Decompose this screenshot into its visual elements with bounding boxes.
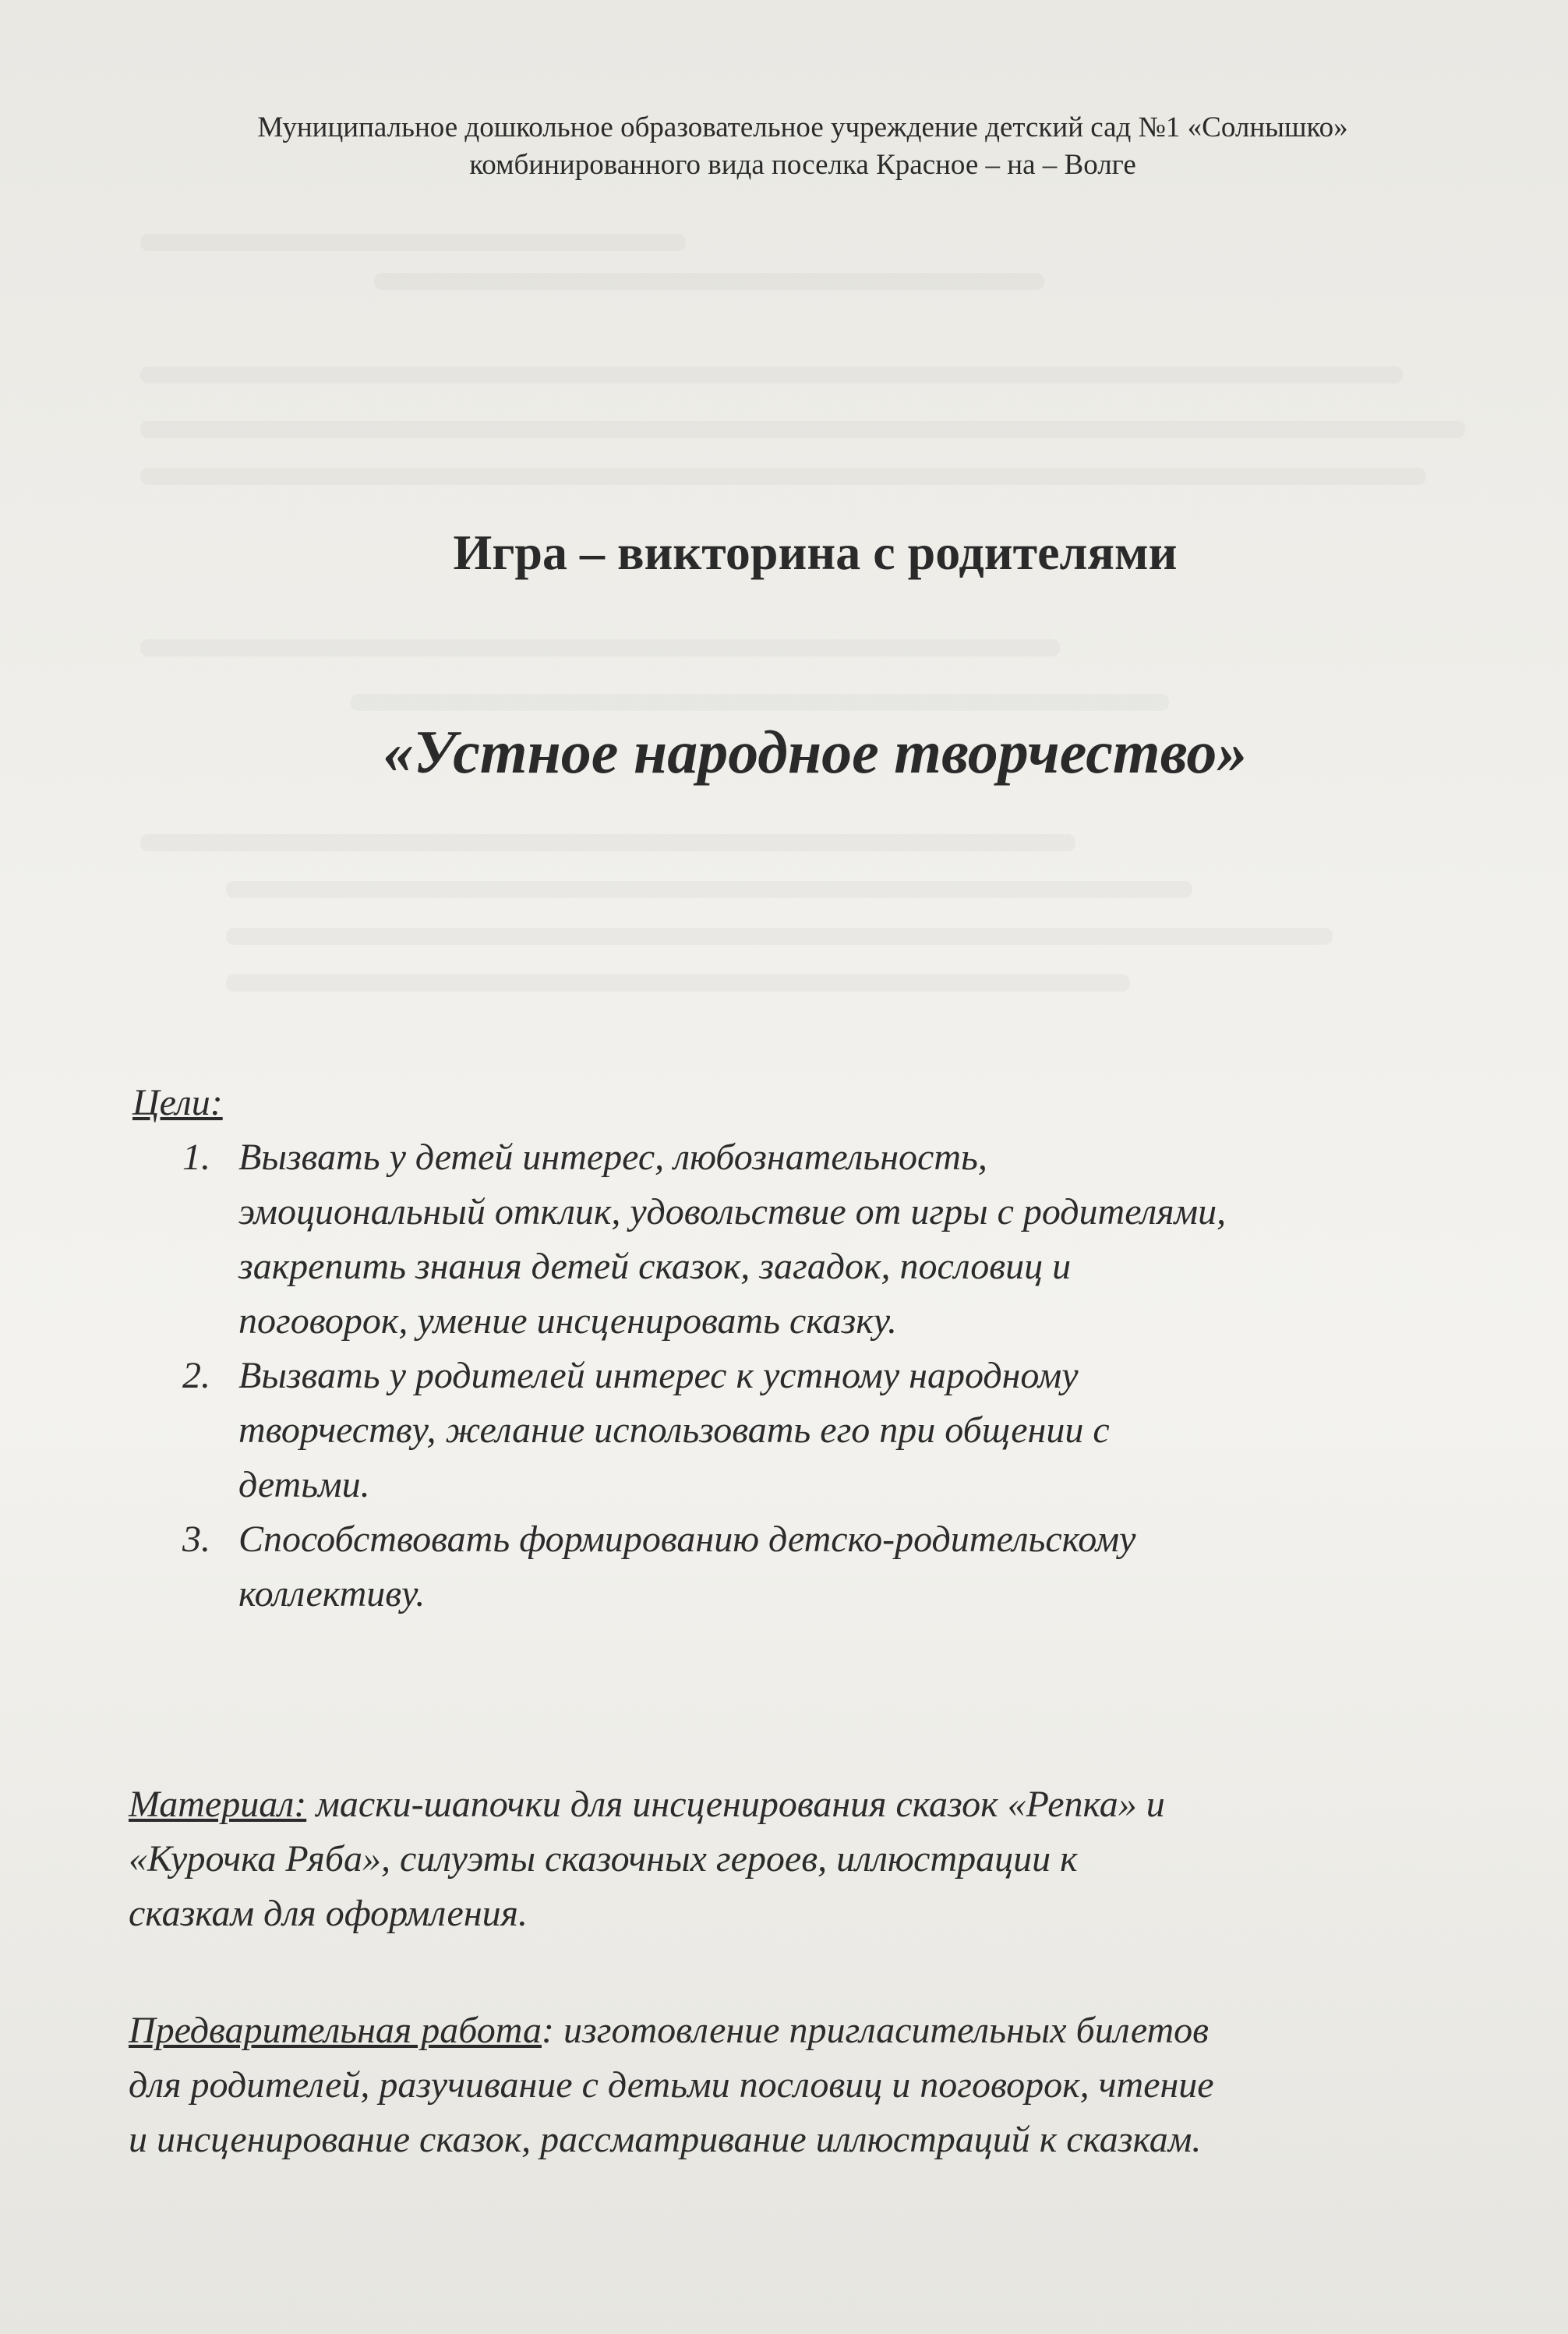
bleed-through-mark [140, 234, 686, 251]
goal-line: эмоциональный отклик, удовольствие от игры с родителями, [238, 1191, 1227, 1232]
goals-list [132, 1130, 1504, 1621]
page-title: Игра – викторина с родителями [453, 525, 1178, 580]
material-line [129, 1777, 1524, 1832]
preparation-section [129, 2003, 1524, 2167]
goal-line: детьми. [238, 1464, 370, 1505]
goal-line: закрепить знания детей сказок, загадок, пословиц и [238, 1246, 1072, 1287]
goal-line: Способствовать формированию детско-родительскому [238, 1519, 1136, 1560]
material-label: Материал: [129, 1784, 307, 1825]
bleed-through-mark [374, 273, 1044, 290]
goal-number: 2. [182, 1355, 210, 1396]
institution-header [109, 109, 1496, 184]
bleed-through-mark [140, 421, 1465, 438]
bleed-through-mark [140, 468, 1426, 485]
prep-text: : изготовление пригласительных билетов [542, 2010, 1210, 2051]
material-text: маски-шапочки для инсценирования сказок «Репка» и [306, 1784, 1165, 1825]
bleed-through-mark [226, 881, 1192, 898]
material-line: сказкам для оформления. [129, 1893, 528, 1934]
material-line: «Курочка Ряба», силуэты сказочных героев, иллюстрации к [129, 1838, 1078, 1880]
goal-number: 3. [182, 1519, 210, 1560]
prep-label: Предварительная работа [129, 2010, 542, 2051]
bleed-through-mark [140, 639, 1060, 656]
page-subtitle: «Устное народное творчество» [383, 718, 1248, 786]
prep-line: и инсценирование сказок, рассматривание иллюстраций к сказкам. [129, 2119, 1202, 2160]
goal-item [132, 1512, 1504, 1621]
header-line-1: Муниципальное дошкольное образовательное учреждение детский сад №1 «Солнышко» [257, 111, 1348, 143]
prep-line [129, 2003, 1524, 2058]
bleed-through-mark [226, 974, 1130, 992]
goal-line: коллективу. [238, 1573, 426, 1614]
bleed-through-mark [140, 834, 1075, 851]
goals-label: Цели: [132, 1082, 223, 1123]
goal-line: Вызвать у детей интерес, любознательность, [238, 1137, 987, 1178]
bleed-through-mark [226, 928, 1333, 945]
prep-line: для родителей, разучивание с детьми пословиц и поговорок, чтение [129, 2064, 1214, 2106]
goal-number: 1. [182, 1137, 210, 1178]
goal-line: Вызвать у родителей интерес к устному народному [238, 1355, 1079, 1396]
header-line-2: комбинированного вида поселка Красное – на – Волге [469, 149, 1136, 181]
goal-line: поговорок, умение инсценировать сказку. [238, 1300, 898, 1342]
goal-item [132, 1349, 1504, 1512]
material-section [129, 1777, 1524, 1941]
goal-item [132, 1130, 1504, 1349]
bleed-through-mark [140, 366, 1403, 384]
bleed-through-mark [351, 694, 1169, 711]
goals-section [132, 1076, 1504, 1621]
goal-line: творчеству, желание использовать его при общении с [238, 1409, 1110, 1451]
